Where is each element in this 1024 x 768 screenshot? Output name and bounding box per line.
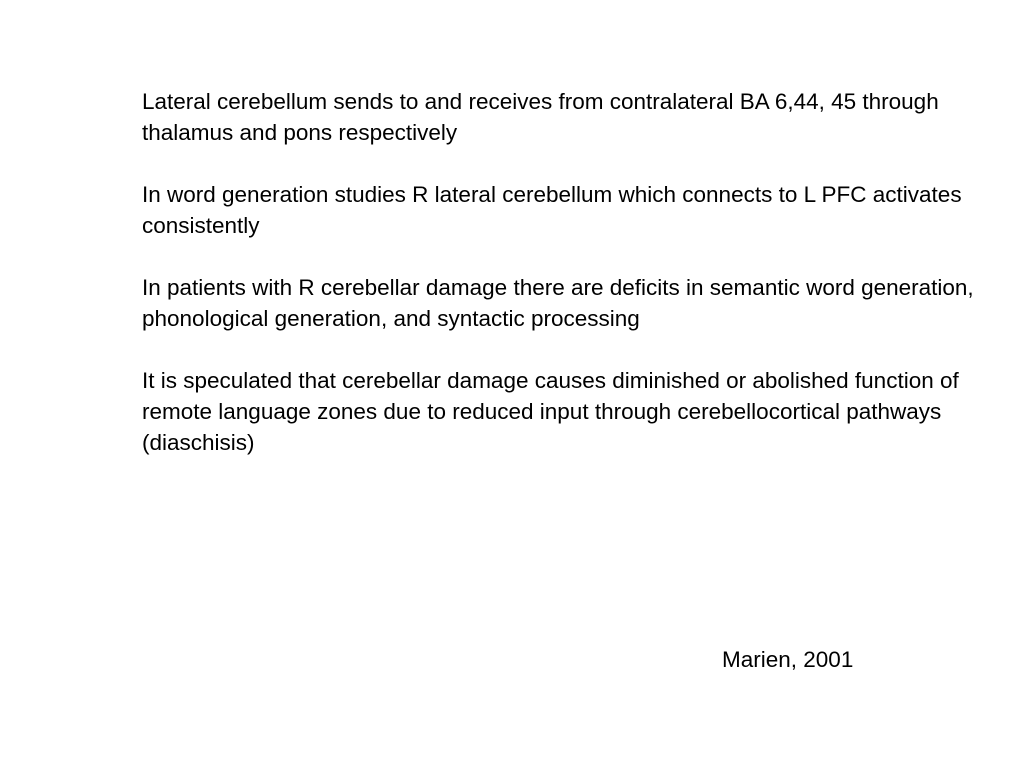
citation: Marien, 2001 <box>722 647 854 672</box>
paragraph-cerebellar-damage: In patients with R cerebellar damage there are deficits in semantic word generation, phonological generation, and syntactic processing <box>142 275 974 331</box>
paragraph-diaschisis: It is speculated that cerebellar damage causes diminished or abolished function of remote language zones due to reduced input through cerebellocortical pathways (diaschisis) <box>142 368 959 455</box>
paragraph-word-generation: In word generation studies R lateral cerebellum which connects to L PFC activates consistently <box>142 182 962 238</box>
slide-body <box>142 86 1002 489</box>
paragraph-lateral-cerebellum: Lateral cerebellum sends to and receives from contralateral BA 6,44, 45 through thalamus and pons respectively <box>142 89 939 145</box>
